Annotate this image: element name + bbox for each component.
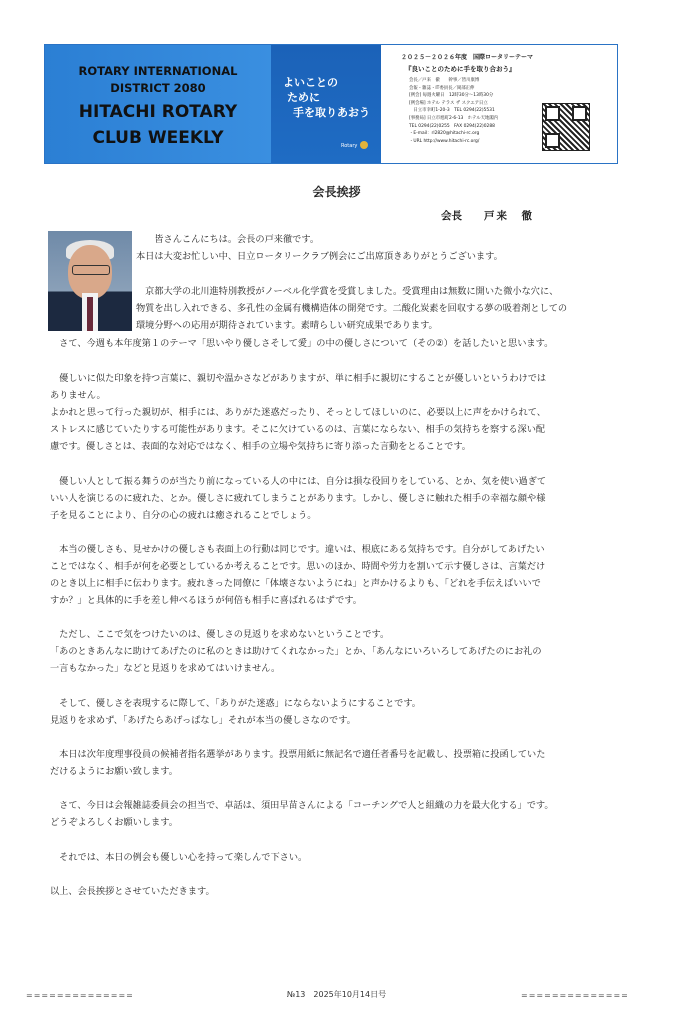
article-line: 一言もなかった」などと見返りを求めてはいけません。 (50, 663, 281, 674)
article-line: 「あのときあんなに助けてあげたのに私のときは助けてくれなかった」とか、「あんなにいろいろしてあげたのにお礼の (50, 646, 542, 657)
info-line: TEL 0294(22)0255 FAX 0294(22)0288 (409, 123, 495, 129)
slogan-line-1: よいことの (283, 76, 338, 89)
article-line: それでは、本日の例会も優しい心を持って楽しんで下さい。 (50, 852, 308, 863)
article-line: 皆さんこんにちは。会長の戸来徹です。 (136, 234, 320, 245)
page-title: 会長挨拶 (312, 185, 361, 199)
info-line: [例会場] ホテル テラス ザ スクエア日立 (409, 100, 488, 106)
article-line: 本日は次年度理事役員の候補者指名選挙があります。投票用紙に無記名で適任者番号を記載し、投票箱に投函していた (50, 749, 546, 760)
theme-heading: ２０２５－２０２６年度 国際ロータリーテーマ (401, 54, 534, 61)
byline-name: 戸来 徹 (484, 210, 534, 222)
club-title-block (45, 45, 271, 163)
article-line: よかれと思って行った親切が、相手には、ありがた迷惑だったり、そっとしてほしいのに、必要以上に声をかけられて、 (50, 407, 546, 418)
president-photo (48, 231, 132, 331)
rotary-wheel-icon (360, 141, 368, 149)
article-line: のとき以上に相手に伝わります。疲れきった同僚に「体壊さないようにね」と声かけるよりも、「どれを手伝えばいいで (50, 578, 541, 589)
article-line: 慮です。優しさとは、表面的な対応ではなく、相手の立場や気持ちに寄り添った言動をとることです。 (50, 441, 471, 452)
club-contact-info (409, 77, 498, 145)
article-line: さて、今日は会報雑誌委員会の担当で、卓話は、須田早苗さんによる「コーチングで人と組織の力を最大化する」です。 (50, 800, 554, 811)
qr-code-icon (542, 103, 590, 151)
article-line: さて、今週も本年度第１のテーマ「思いやり優しさそして愛」の中の優しさについて（その②）を話したいと思います。 (50, 338, 554, 349)
byline-role: 会長 (441, 210, 462, 222)
article-line: 京都大学の北川進特別教授がノーベル化学賞を受賞しました。受賞理由は無数に開いた微小な穴に、 (136, 286, 559, 297)
club-line-1: HITACHI ROTARY (78, 102, 238, 122)
article-line: 優しい人として振る舞うのが当たり前になっている人の中には、自分は損な役回りをしている、とか、気を使い過ぎて (50, 476, 547, 487)
slogan-line-2: ために (287, 91, 320, 104)
club-line-2: CLUB WEEKLY (92, 128, 224, 148)
theme-text: 『良いことのために手を取り合おう』 (405, 65, 516, 73)
issue-number: №13 2025年10月14日号 (286, 990, 387, 999)
article-line: どうぞよろしくお願いします。 (50, 817, 178, 828)
article-line: すか？」と具体的に手を差し伸べるほうが何倍も相手に喜ばれるはずです。 (50, 595, 362, 606)
article-line: だけるようにお願い致します。 (50, 766, 178, 777)
rotary-logo-text: Rotary (341, 143, 358, 149)
org-line-2: DISTRICT 2080 (110, 81, 206, 95)
byline (441, 208, 534, 223)
club-name (45, 99, 271, 151)
article-line: 以上、会長挨拶とさせていただきます。 (50, 886, 215, 897)
article-line: そして、優しさを表現するに際して、「ありがた迷惑」にならないようにすることです。 (50, 698, 421, 709)
footer-right-rule: ============== (521, 991, 629, 1000)
info-line: 会長／戸来 徹 幹事／皆川康博 (409, 78, 480, 83)
slogan-line-3: 手を取りあおう (293, 106, 370, 119)
slogan-block (271, 45, 381, 163)
info-line: ・URL http://www.hitachi-rc.org/ (409, 138, 480, 144)
article-line: 本日は大変お忙しい中、日立ロータリークラブ例会にご出席頂きありがとうございます。 (136, 251, 503, 262)
article-line: 本当の優しさも、見せかけの優しさも表面上の行動は同じです。違いは、根底にある気持ちです。自分がしてあげたい (50, 544, 545, 555)
club-info-block (381, 45, 617, 163)
article-line: 環境分野への応用が期待されています。素晴らしい研究成果であります。 (136, 320, 438, 331)
info-line: 日立市幸町1-20-3 TEL 0294(22)5531 (409, 108, 495, 114)
article-line: いい人を演じるのに疲れた、とか。優しさに疲れてしまうことがあります。しかし、優しさに触れた相手の幸福な顔や様 (50, 493, 546, 504)
info-line: 会報・雑誌・IT委員長／岡部正伸 (409, 85, 475, 91)
article-line: ことではなく、相手が何を必要としているか考えることです。思いのほか、時間や労力を割いて示す優しさは、言葉だけ (50, 561, 546, 572)
article-line: 物質を出し入れできる、多孔性の金属有機構造体の開発です。二酸化炭素を回収する夢の吸着剤としての (136, 303, 568, 314)
article-line: ストレスに感じていたりする可能性があります。そこに欠けているのは、言葉にならない、相手の気持ちを察する深い配 (50, 424, 546, 435)
newsletter-banner (44, 44, 618, 164)
org-line-1: ROTARY INTERNATIONAL (78, 64, 238, 78)
info-line: ・E-mail：rl2820@hitachi-rc.org (409, 131, 480, 137)
footer-left-rule: ============== (26, 991, 134, 1000)
article-line: 子を見ることにより、自分の心の疲れは癒されることでしょう。 (50, 510, 317, 521)
article-line: 見返りを求めず、「あげたらあげっぱなし」それが本当の優しさなのです。 (50, 715, 356, 726)
slogan (283, 75, 379, 120)
article-line: ありません。 (50, 390, 106, 401)
article-line: ただし、ここで気をつけたいのは、優しさの見返りを求めないということです。 (50, 629, 390, 640)
info-line: [例会] 毎週火曜日 12時30分～13時30分 (409, 93, 494, 99)
article-line: 優しいに似た印象を持つ言葉に、親切や温かさなどがありますが、単に相手に親切にすることが優しいというわけでは (50, 373, 547, 384)
district-label (45, 63, 271, 97)
info-line: [事務局] 日立市旭町2-6-13 ホテル天地閣内 (409, 115, 499, 121)
